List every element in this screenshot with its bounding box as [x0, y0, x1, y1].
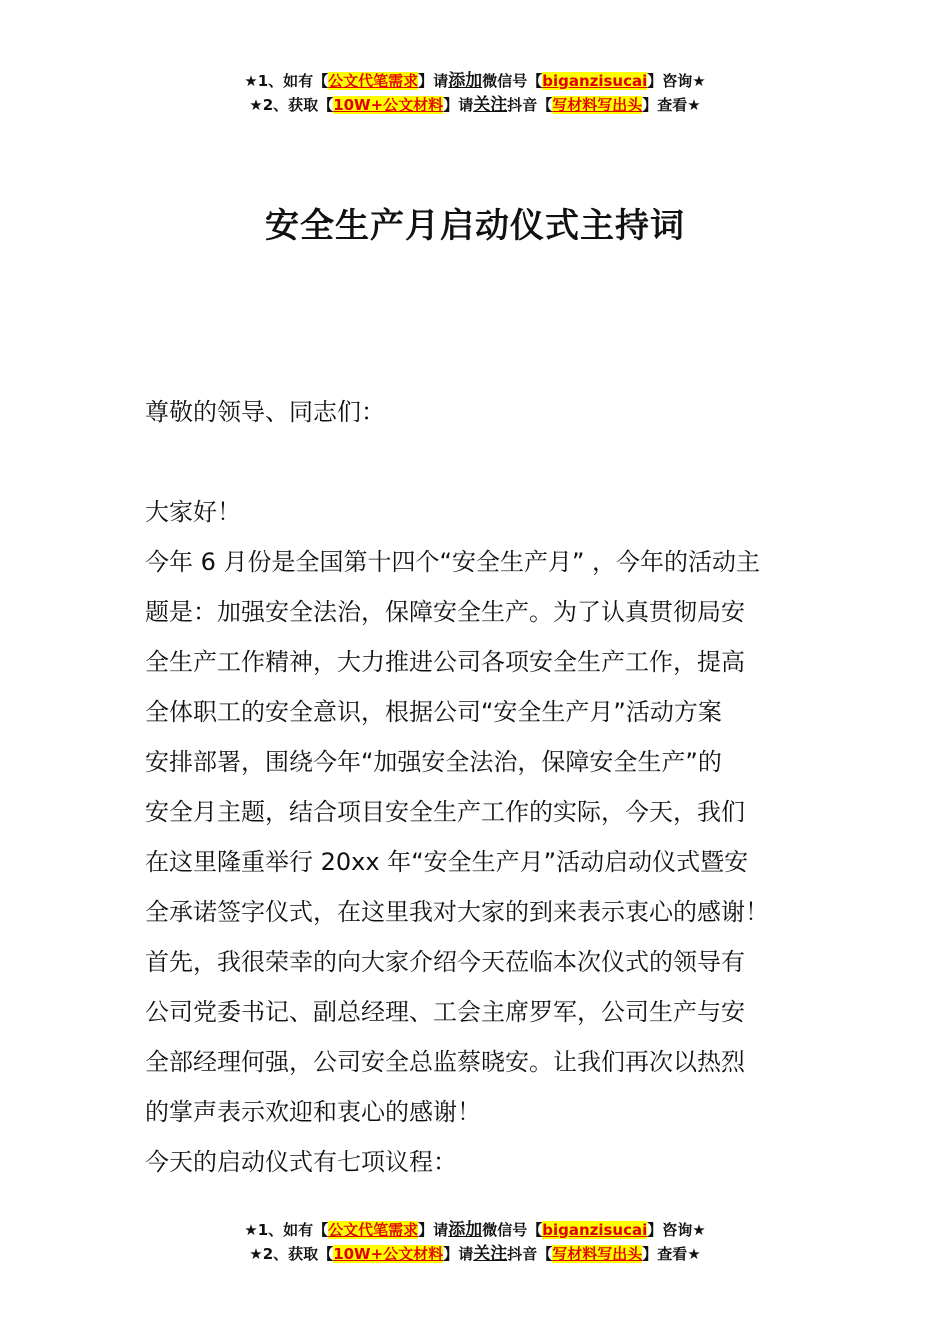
banner-text: 】请: [418, 72, 449, 90]
highlight-text: 公文代笔需求: [328, 1221, 419, 1239]
douyin-id: 写材料写出头: [552, 96, 643, 114]
banner-text: 微信号【: [482, 1221, 543, 1239]
banner-text: 】咨询★: [647, 72, 706, 90]
underlined-text: 关注: [473, 1244, 508, 1264]
text-line: 今天的启动仪式有七项议程：: [145, 1148, 457, 1176]
wechat-id: biganzisucai: [542, 72, 648, 90]
salutation: [145, 387, 825, 437]
wechat-id: biganzisucai: [542, 1221, 648, 1239]
banner-line-2: [0, 93, 950, 117]
banner-line-1: [0, 69, 950, 93]
banner-text: 微信号【: [482, 72, 543, 90]
text-line: 安全月主题，结合项目安全生产工作的实际，今天，我们: [145, 798, 745, 826]
text-line: 题是：加强安全法治，保障安全生产。为了认真贯彻局安: [145, 598, 745, 626]
banner-text: 抖音【: [507, 96, 553, 114]
banner-text: ★1、如有【: [244, 72, 329, 90]
footer-banner: [0, 1218, 950, 1266]
banner-line-1: [0, 1218, 950, 1242]
highlight-text: 10W+公文材料: [333, 1245, 444, 1263]
banner-text: 】请: [443, 1245, 474, 1263]
text-line: 全承诺签字仪式，在这里我对大家的到来表示衷心的感谢！: [145, 898, 769, 926]
text-line: 在这里隆重举行 20xx 年“安全生产月”活动启动仪式暨安: [145, 848, 749, 876]
header-banner: [0, 69, 950, 117]
text-line: 的掌声表示欢迎和衷心的感谢！: [145, 1098, 481, 1126]
text-line: 大家好！: [145, 498, 241, 526]
banner-text: 】请: [443, 96, 474, 114]
banner-text: 】请: [418, 1221, 449, 1239]
highlight-text: 10W+公文材料: [333, 96, 444, 114]
banner-text: 】咨询★: [647, 1221, 706, 1239]
banner-text: 抖音【: [507, 1245, 553, 1263]
document-body: [145, 487, 825, 1187]
text-line: 安排部署，围绕今年“加强安全法治，保障安全生产”的: [145, 748, 722, 776]
banner-text: ★2、获取【: [249, 96, 334, 114]
salutation-text: 尊敬的领导、同志们：: [145, 398, 385, 426]
text-line: 公司党委书记、副总经理、工会主席罗军，公司生产与安: [145, 998, 745, 1026]
document-title: 安全生产月启动仪式主持词: [265, 206, 685, 246]
text-line: 首先，我很荣幸的向大家介绍今天莅临本次仪式的领导有: [145, 948, 745, 976]
banner-text: ★1、如有【: [244, 1221, 329, 1239]
text-line: 全部经理何强，公司安全总监蔡晓安。让我们再次以热烈: [145, 1048, 745, 1076]
text-line: 今年 6 月份是全国第十四个“安全生产月” ，今年的活动主: [145, 548, 761, 576]
underlined-text: 添加: [448, 71, 483, 91]
text-line: 全体职工的安全意识，根据公司“安全生产月”活动方案: [145, 698, 722, 726]
highlight-text: 公文代笔需求: [328, 72, 419, 90]
banner-text: ★2、获取【: [249, 1245, 334, 1263]
banner-text: 】查看★: [642, 1245, 701, 1263]
text-line: 全生产工作精神，大力推进公司各项安全生产工作，提高: [145, 648, 745, 676]
underlined-text: 添加: [448, 1220, 483, 1240]
douyin-id: 写材料写出头: [552, 1245, 643, 1263]
banner-text: 】查看★: [642, 96, 701, 114]
banner-line-2: [0, 1242, 950, 1266]
underlined-text: 关注: [473, 95, 508, 115]
